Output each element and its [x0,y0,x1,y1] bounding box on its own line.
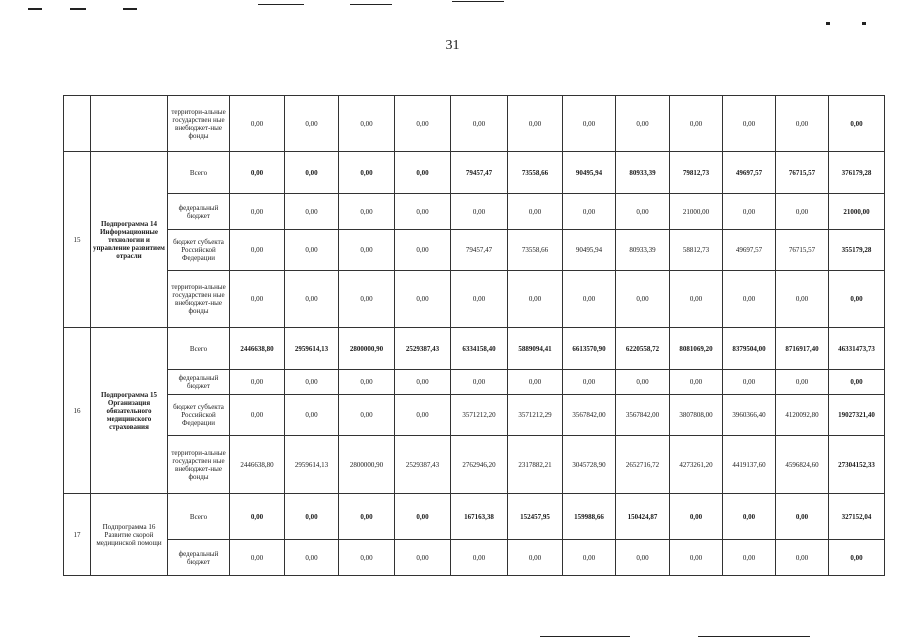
value-cell: 0,00 [508,194,563,230]
value-cell: 0,00 [285,271,339,328]
scan-mark [28,8,42,10]
table-row [64,152,885,194]
scan-mark [70,8,86,10]
value-cell: 3567842,00 [616,395,670,436]
value-cell: 0,00 [285,230,339,271]
scan-mark [452,1,504,2]
table-row [64,194,885,230]
value-cell: 3960366,40 [723,395,776,436]
value-cell: 49697,57 [723,152,776,194]
table-row [64,271,885,328]
value-cell: 0,00 [670,370,723,395]
value-cell: 0,00 [395,540,451,576]
value-cell: 0,00 [776,96,829,152]
value-cell: 0,00 [339,152,395,194]
value-cell: 150424,87 [616,494,670,540]
value-cell: 0,00 [776,494,829,540]
source-cell: бюджет субъекта Российской Федерации [168,395,230,436]
value-cell: 0,00 [395,230,451,271]
value-cell: 58812,73 [670,230,723,271]
value-cell: 0,00 [451,370,508,395]
value-cell: 0,00 [285,494,339,540]
value-cell: 0,00 [451,540,508,576]
value-cell: 0,00 [563,370,616,395]
value-cell: 0,00 [776,540,829,576]
value-cell: 2446638,80 [230,436,285,494]
value-cell: 3571212,29 [508,395,563,436]
value-cell: 0,00 [508,540,563,576]
value-cell: 0,00 [563,96,616,152]
value-cell: 0,00 [670,494,723,540]
program-cell: Подпрограмма 15 Организация обязательного медицинского страхования [91,328,168,494]
page-number: 31 [445,38,460,53]
value-cell: 0,00 [723,96,776,152]
value-cell: 0,00 [776,194,829,230]
value-cell: 0,00 [395,271,451,328]
table-row [64,370,885,395]
total-cell: 327152,04 [829,494,885,540]
value-cell: 3567842,00 [563,395,616,436]
value-cell: 6334158,40 [451,328,508,370]
value-cell: 0,00 [723,271,776,328]
value-cell: 0,00 [339,395,395,436]
value-cell: 90495,94 [563,230,616,271]
value-cell: 79812,73 [670,152,723,194]
total-cell: 0,00 [829,271,885,328]
value-cell: 0,00 [616,194,670,230]
value-cell: 0,00 [230,395,285,436]
value-cell: 4120092,80 [776,395,829,436]
value-cell: 90495,94 [563,152,616,194]
value-cell: 2800000,90 [339,436,395,494]
value-cell: 0,00 [563,271,616,328]
value-cell: 0,00 [723,194,776,230]
value-cell: 0,00 [339,96,395,152]
value-cell: 0,00 [395,194,451,230]
total-cell: 0,00 [829,370,885,395]
source-cell: Всего [168,152,230,194]
scan-mark [123,8,137,10]
value-cell: 0,00 [451,271,508,328]
value-cell: 6613570,90 [563,328,616,370]
value-cell: 76715,57 [776,152,829,194]
value-cell: 0,00 [339,540,395,576]
value-cell: 0,00 [563,194,616,230]
value-cell: 0,00 [230,230,285,271]
value-cell: 0,00 [230,271,285,328]
value-cell: 159988,66 [563,494,616,540]
value-cell: 0,00 [616,271,670,328]
table-row [64,230,885,271]
value-cell: 2529387,43 [395,436,451,494]
value-cell: 0,00 [395,494,451,540]
source-cell: бюджет субъекта Российской Федерации [168,230,230,271]
value-cell: 0,00 [285,370,339,395]
value-cell: 0,00 [723,494,776,540]
value-cell: 0,00 [451,96,508,152]
value-cell: 0,00 [230,152,285,194]
value-cell: 0,00 [723,540,776,576]
value-cell: 0,00 [339,194,395,230]
table-row [64,96,885,152]
value-cell: 2800000,90 [339,328,395,370]
value-cell: 79457,47 [451,152,508,194]
value-cell: 0,00 [285,540,339,576]
row-number-cell: 16 [64,328,91,494]
value-cell: 2652716,72 [616,436,670,494]
source-cell: федеральный бюджет [168,540,230,576]
value-cell: 0,00 [230,194,285,230]
value-cell: 80933,39 [616,230,670,271]
value-cell: 0,00 [776,370,829,395]
row-number-cell: 17 [64,494,91,576]
row-number-cell [64,96,91,152]
value-cell: 0,00 [230,540,285,576]
value-cell: 2959614,13 [285,436,339,494]
value-cell: 80933,39 [616,152,670,194]
value-cell: 0,00 [616,540,670,576]
total-cell: 0,00 [829,96,885,152]
value-cell: 0,00 [395,152,451,194]
value-cell: 0,00 [285,194,339,230]
value-cell: 152457,95 [508,494,563,540]
total-cell: 0,00 [829,540,885,576]
program-cell: Подпрограмма 14 Информационные технологии и управление развитием отрасли [91,152,168,328]
value-cell: 0,00 [508,271,563,328]
table-row [64,436,885,494]
value-cell: 79457,47 [451,230,508,271]
value-cell: 21000,00 [670,194,723,230]
value-cell: 0,00 [339,271,395,328]
total-cell: 19027321,40 [829,395,885,436]
total-cell: 46331473,73 [829,328,885,370]
source-cell: Всего [168,494,230,540]
value-cell: 76715,57 [776,230,829,271]
value-cell: 0,00 [776,271,829,328]
value-cell: 49697,57 [723,230,776,271]
scan-mark [350,4,392,5]
value-cell: 0,00 [670,96,723,152]
source-cell: территори-альные государствен ные внебюджет-ные фонды [168,271,230,328]
value-cell: 4596824,60 [776,436,829,494]
scan-mark [826,22,830,25]
value-cell: 0,00 [508,370,563,395]
value-cell: 167163,38 [451,494,508,540]
value-cell: 0,00 [395,96,451,152]
value-cell: 3571212,20 [451,395,508,436]
total-cell: 355179,28 [829,230,885,271]
total-cell: 376179,28 [829,152,885,194]
value-cell: 2317882,21 [508,436,563,494]
program-cell [91,96,168,152]
value-cell: 8081069,20 [670,328,723,370]
source-cell: федеральный бюджет [168,370,230,395]
value-cell: 0,00 [285,96,339,152]
scan-mark [698,636,810,637]
scan-mark [862,22,866,25]
value-cell: 0,00 [616,96,670,152]
value-cell: 0,00 [395,395,451,436]
value-cell: 3045728,90 [563,436,616,494]
budget-table [63,95,885,576]
row-number-cell: 15 [64,152,91,328]
table-body [64,96,885,576]
value-cell: 0,00 [339,370,395,395]
value-cell: 6220558,72 [616,328,670,370]
table-row [64,494,885,540]
scan-mark [258,4,304,5]
value-cell: 0,00 [508,96,563,152]
value-cell: 0,00 [395,370,451,395]
value-cell: 0,00 [616,370,670,395]
value-cell: 0,00 [230,494,285,540]
value-cell: 0,00 [451,194,508,230]
source-cell: территори-альные государствен ные внебюджет-ные фонды [168,96,230,152]
value-cell: 0,00 [230,370,285,395]
value-cell: 0,00 [723,370,776,395]
table-row [64,540,885,576]
total-cell: 21000,00 [829,194,885,230]
value-cell: 0,00 [230,96,285,152]
value-cell: 4419137,60 [723,436,776,494]
value-cell: 73558,66 [508,152,563,194]
value-cell: 73558,66 [508,230,563,271]
value-cell: 2762946,20 [451,436,508,494]
value-cell: 5889094,41 [508,328,563,370]
value-cell: 3807808,00 [670,395,723,436]
value-cell: 8379504,00 [723,328,776,370]
source-cell: территори-альные государствен ные внебюджет-ные фонды [168,436,230,494]
source-cell: Всего [168,328,230,370]
total-cell: 27304152,33 [829,436,885,494]
program-cell: Подпрограмма 16 Развитие скорой медицинской помощи [91,494,168,576]
value-cell: 2529387,43 [395,328,451,370]
value-cell: 0,00 [339,494,395,540]
value-cell: 8716917,40 [776,328,829,370]
value-cell: 0,00 [339,230,395,271]
table-row [64,395,885,436]
scan-mark [540,636,630,637]
value-cell: 0,00 [670,540,723,576]
table-row [64,328,885,370]
value-cell: 0,00 [285,152,339,194]
value-cell: 0,00 [285,395,339,436]
value-cell: 0,00 [670,271,723,328]
value-cell: 2446638,80 [230,328,285,370]
value-cell: 4273261,20 [670,436,723,494]
value-cell: 0,00 [563,540,616,576]
value-cell: 2959614,13 [285,328,339,370]
source-cell: федеральный бюджет [168,194,230,230]
